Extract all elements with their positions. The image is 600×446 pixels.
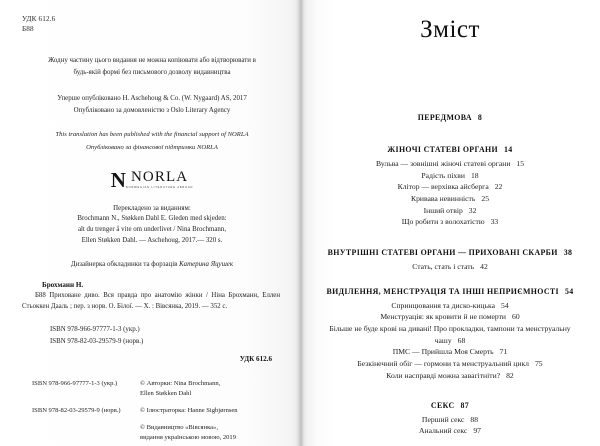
norla-logo: [22, 167, 282, 193]
toc-section-label: ПЕРЕДМОВА: [417, 113, 472, 122]
toc-entry-page: 54: [501, 300, 509, 310]
author-sign-code: Б88: [22, 25, 34, 34]
toc-entry[interactable]: [316, 170, 584, 182]
rights-publisher: [140, 423, 282, 443]
toc-section-heading[interactable]: [316, 286, 584, 297]
page-title: Зміст: [420, 16, 480, 43]
rights-authors-line-1: © Авторки: Nina Brochmann,: [140, 380, 221, 388]
contents-content: [300, 0, 600, 446]
original-publication-info: [28, 93, 276, 117]
source-line-3: Ellen Støkken Dahl. — Aschehoug, 2017.— 320 s.: [81, 237, 223, 245]
toc-entry-label: Більше не буде крові на дивані! Про прокладки, тампони та менструальну чашу: [329, 324, 571, 345]
translated-from-source: [22, 213, 282, 247]
toc-entry-label: Вульва — зовнішні жіночі статеві органи: [375, 158, 511, 168]
toc-entry-label: Перший секс: [421, 414, 465, 424]
rights-block: [32, 379, 282, 442]
toc-entry-label: Що робити з волохатістю: [401, 217, 485, 227]
norla-support-ukrainian: Опубліковано за фінансової підтримки NORLA: [86, 143, 218, 151]
source-line-2: alt du trenger å vite om underlivet / Nina Brochmann,: [77, 225, 227, 233]
toc-entry-label: Коли насправді можна завагітніти?: [386, 370, 501, 380]
toc-entry-page: 33: [490, 217, 499, 227]
toc-entry-page: 25: [481, 194, 490, 204]
rights-authors-line-2: Ellen Støkken Dahl: [140, 390, 192, 398]
rights-row: [32, 423, 282, 443]
toc-entry-label: Спринцювання та диско-кицька: [391, 300, 495, 310]
toc-entry-page: 22: [494, 182, 503, 192]
toc-entry[interactable]: [316, 370, 584, 382]
toc-entry-label: Інший отвір: [423, 205, 463, 215]
toc-section-label: СЕКС: [430, 401, 455, 411]
norla-tagline: NORWEGIAN LITERATURE ABROAD: [125, 185, 194, 189]
isbn-ukrainian: ISBN 978-966-97777-1-3 (укр.): [50, 326, 140, 334]
toc-entry-page: 71: [499, 347, 508, 357]
cover-designer-name: Катерина Яцушек: [179, 261, 234, 269]
toc-entry[interactable]: [316, 346, 584, 358]
toc-spacer: [316, 272, 584, 286]
source-line-1: Brochmann N., Støkken Dahl E. Gleden med skjeden:: [77, 214, 227, 222]
toc-group: [316, 400, 584, 437]
agency-line: Опубліковано за домовленістю з Oslo Literary Agency: [73, 106, 231, 114]
rights-row: [32, 406, 282, 416]
table-of-contents: [316, 112, 584, 437]
toc-entry[interactable]: [316, 311, 584, 323]
udk-classification-top: [22, 14, 282, 35]
toc-entry[interactable]: [316, 358, 584, 370]
toc-section-page: 54: [564, 287, 574, 297]
original-publisher-line: Уперше опубліковано H. Aschehoug & Co. (W. Nygaard) AS, 2017: [57, 94, 247, 102]
toc-section-page: 8: [477, 113, 483, 122]
norla-support-english: This translation has been published with the financial support of NORLA: [55, 131, 249, 139]
toc-entry[interactable]: [316, 414, 584, 426]
toc-entry[interactable]: [316, 216, 584, 228]
rights-isbn-ukrainian: ISBN 978-966-97777-1-3 (укр.): [32, 380, 118, 388]
right-page-contents: [300, 0, 600, 446]
isbn-list: [50, 324, 282, 348]
toc-spacer: [316, 381, 584, 400]
cover-designer-credit: [22, 261, 282, 268]
toc-entry-label: ПМС — Прийшла Моя Смерть: [392, 347, 494, 357]
toc-entry-page: 15: [516, 158, 525, 168]
rights-row: [32, 379, 282, 399]
toc-entry-page: 82: [506, 370, 514, 380]
toc-entry-page: 97: [473, 426, 481, 436]
toc-section-heading[interactable]: [316, 400, 584, 411]
toc-entry-page: 75: [534, 358, 543, 368]
toc-entry-label: Стать, стать і стать: [412, 261, 475, 271]
toc-group: [316, 144, 584, 228]
toc-entry[interactable]: [316, 193, 584, 205]
toc-group: [316, 286, 584, 381]
toc-section-page: 14: [504, 145, 513, 155]
toc-entry-page: 60: [512, 312, 520, 322]
udk-classification-bottom: УДК 612.6: [239, 355, 272, 364]
norla-wordmark: NORLA: [131, 169, 189, 186]
toc-entry-label: Радість піхви: [421, 170, 465, 180]
rights-illustrator: © Ілюстраторка: Hanne Sigbjørnsen: [140, 406, 238, 414]
toc-entry[interactable]: [316, 425, 584, 437]
udk-code: УДК 612.6: [22, 15, 56, 23]
toc-section-heading[interactable]: [316, 247, 584, 258]
toc-entry[interactable]: [316, 300, 584, 312]
toc-section-heading[interactable]: [316, 112, 584, 123]
rights-authors: [140, 379, 282, 399]
toc-entry[interactable]: [316, 205, 584, 217]
toc-entry-label: Анальний секс: [419, 426, 468, 436]
toc-entry[interactable]: [316, 323, 584, 346]
toc-entry[interactable]: [316, 158, 584, 170]
translated-from-heading: Перекладено за виданням:: [113, 204, 191, 212]
toc-section-label: ЖІНОЧІ СТАТЕВІ ОРГАНИ: [387, 145, 499, 155]
cip-author-heading: Брохманн Н.: [42, 281, 84, 290]
toc-section-label: ВНУТРІШНІ СТАТЕВІ ОРГАНИ — ПРИХОВАНІ СКАРБИ: [327, 248, 558, 258]
cover-designer-label: Дизайнерка обкладинки та форзаців: [70, 261, 180, 269]
rights-publisher-line-1: © Видавництво «Вівсянка»,: [140, 423, 218, 431]
toc-group: [316, 112, 584, 123]
toc-entry-page: 68: [457, 335, 466, 345]
copyright-notice: Жодну частину цього видання не можна копіювати або відтворювати в будь-якій формі без письмового дозволу видавництва: [48, 56, 256, 76]
rights-publisher-line-2: видання українською мовою, 2019: [140, 433, 236, 441]
toc-entry-page: 42: [480, 261, 488, 271]
toc-section-heading[interactable]: [316, 144, 584, 155]
toc-entry[interactable]: [316, 181, 584, 193]
norla-n-mark-icon: N: [110, 168, 126, 193]
toc-entry-label: Менструація: як кровити й не померти: [380, 312, 506, 322]
toc-entry-label: Кривава невинність: [410, 194, 476, 204]
norla-logo-text: [126, 170, 193, 188]
toc-section-page: 38: [563, 248, 573, 258]
toc-section-page: 87: [460, 401, 470, 411]
toc-entry-label: Клітор — верхівка айсберга: [397, 182, 489, 192]
toc-entry-page: 32: [468, 205, 477, 215]
toc-spacer: [316, 228, 584, 247]
toc-group: [316, 247, 584, 272]
rights-isbn-norwegian: ISBN 978-82-03-29579-9 (норв.): [32, 406, 121, 414]
isbn-norwegian: ISBN 978-82-03-29579-9 (норв.): [50, 338, 144, 346]
toc-entry-page: 88: [470, 414, 479, 424]
cip-description: Б88 Приховане диво. Вся правда про анатомію жінки / Ніна Брохманн, Еллен Стьоккен Дааль ; пер. з норв. О. Білої. — Х. : Вівсянка, 2019. — 352 с.: [22, 292, 280, 310]
toc-entry-label: Безкінечний обіг — гормони та менструальний цикл: [357, 358, 529, 368]
toc-entry[interactable]: [316, 261, 584, 273]
toc-section-label: ВИДІЛЕННЯ, МЕНСТРУАЦІЯ ТА ІНШІ НЕПРИЄМНОСТІ: [326, 287, 559, 297]
toc-entry-page: 18: [470, 170, 479, 180]
toc-spacer: [316, 125, 584, 144]
